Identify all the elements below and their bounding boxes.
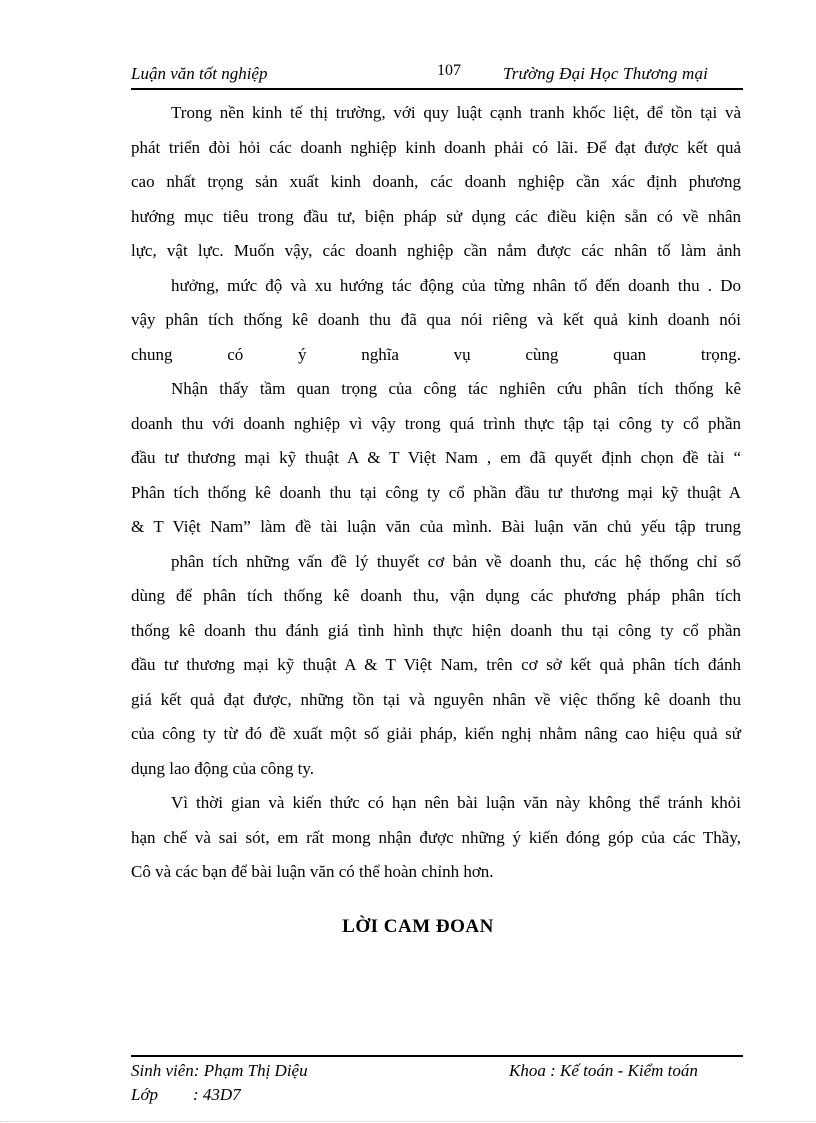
body-line: chung có ý nghĩa vụ cùng quan trọng. (131, 344, 741, 364)
header-thesis-label: Luận văn tốt nghiệp (131, 64, 268, 83)
section-heading: LỜI CAM ĐOAN (342, 916, 494, 937)
body-line: của công ty từ đó đề xuất một số giải pháp, kiến nghị nhằm nâng cao hiệu quả sử (131, 724, 741, 743)
page-number: 107 (437, 62, 461, 79)
body-line: vậy phân tích thống kê doanh thu đã qua nói riêng và kết quả kinh doanh nói (131, 310, 741, 329)
body-line: đầu tư thương mại kỹ thuật A & T Việt Nam, trên cơ sở kết quả phân tích đánh (131, 655, 741, 674)
footer-class-label: Lớp (131, 1085, 159, 1104)
body-line: phát triển đòi hỏi các doanh nghiệp kinh doanh phải có lãi. Để đạt được kết quả (131, 137, 741, 157)
footer-faculty: Khoa : Kế toán - Kiểm toán (509, 1061, 698, 1080)
body-line: hưởng, mức độ và xu hướng tác động của từng nhân tố đến doanh thu . Do (171, 275, 741, 295)
body-line: lực, vật lực. Muốn vậy, các doanh nghiệp cần nắm được các nhân tố làm ảnh (131, 241, 741, 260)
body-line: doanh thu với doanh nghiệp vì vậy trong quá trình thực tập tại công ty cổ phần (131, 413, 741, 433)
body-line: phân tích những vấn đề lý thuyết cơ bản về doanh thu, các hệ thống chỉ số (171, 551, 741, 571)
footer-student: Sinh viên: Phạm Thị Diệu (131, 1061, 308, 1080)
body-line: giá kết quả đạt được, những tồn tại và nguyên nhân về việc thống kê doanh thu (131, 689, 741, 709)
body-line: đầu tư thương mại kỹ thuật A & T Việt Nam , em đã quyết định chọn đề tài “ (131, 448, 741, 467)
body-line: cao nhất trọng sản xuất kinh doanh, các doanh nghiệp cần xác định phương (131, 172, 741, 191)
body-line: & T Việt Nam” làm đề tài luận văn của mình. Bài luận văn chủ yếu tập trung (131, 517, 741, 536)
body-line: Phân tích thống kê doanh thu tại công ty cổ phần đầu tư thương mại kỹ thuật A (131, 482, 741, 502)
page-footer (131, 1061, 743, 1109)
header-university: Trường Đại Học Thương mại (503, 64, 709, 83)
page-edge-divider (0, 1121, 816, 1122)
body-line: Nhận thấy tầm quan trọng của công tác nghiên cứu phân tích thống kê (171, 379, 741, 398)
body-line: thống kê doanh thu đánh giá tình hình thực hiện doanh thu tại công ty cổ phần (131, 620, 741, 640)
body-text (131, 96, 741, 890)
body-line: hạn chế và sai sót, em rất mong nhận được những ý kiến đóng góp của các Thầy, (131, 827, 741, 847)
body-line: Vì thời gian và kiến thức có hạn nên bài luận văn này không thể tránh khỏi (171, 793, 741, 812)
body-line: hướng mục tiêu trong đầu tư, biện pháp sử dụng các điều kiện sẵn có về nhân (131, 206, 741, 226)
footer-rule (131, 1055, 743, 1057)
body-line: Trong nền kinh tế thị trường, với quy luật cạnh tranh khốc liệt, để tồn tại và (171, 103, 741, 122)
body-line: dụng lao động của công ty. (131, 758, 315, 778)
body-line: dùng để phân tích thống kê doanh thu, vận dụng các phương pháp phân tích (131, 586, 741, 605)
header-rule (131, 88, 743, 90)
page-header (131, 62, 743, 88)
body-line: Cô và các bạn để bài luận văn có thể hoàn chỉnh hơn. (131, 862, 494, 881)
footer-class-value: : 43D7 (193, 1085, 241, 1104)
